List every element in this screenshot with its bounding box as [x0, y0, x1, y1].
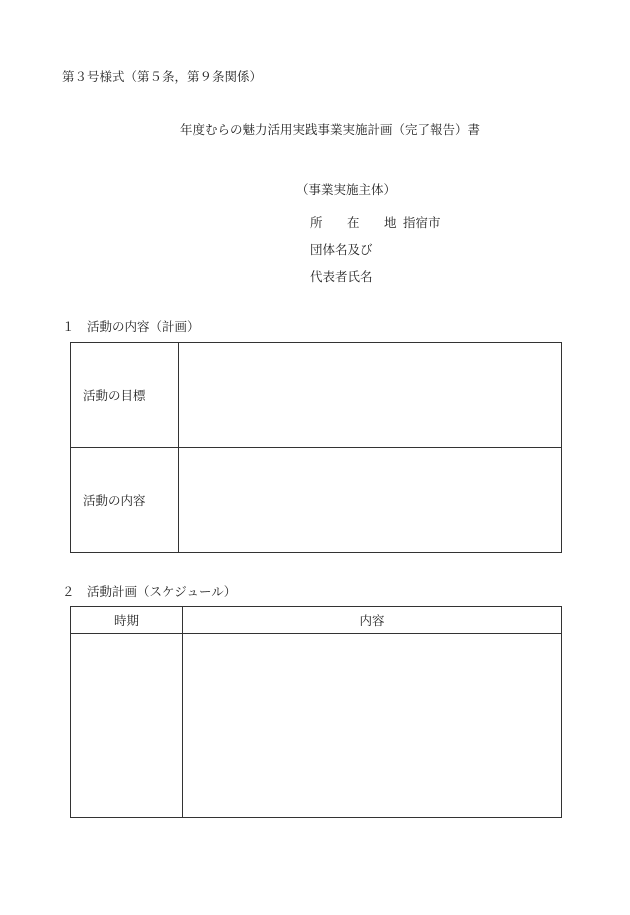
table-row: [71, 448, 562, 553]
org-name-label: 団体名及び: [310, 242, 373, 257]
activity-goal-label: 活動の目標: [71, 343, 179, 448]
address-label-char: 在: [347, 215, 360, 230]
form-number: 第３号様式（第５条，第９条関係）: [62, 69, 263, 84]
schedule-period-field[interactable]: [71, 634, 183, 818]
activity-content-label: 活動の内容: [71, 448, 179, 553]
address-value: 指宿市: [403, 215, 441, 230]
column-header-period: 時期: [71, 607, 183, 634]
activity-content-table: [70, 342, 562, 553]
table-row: [71, 634, 562, 818]
table-row: [71, 343, 562, 448]
address-label-char: 地: [384, 215, 397, 230]
schedule-table: [70, 606, 562, 818]
column-header-content: 内容: [183, 607, 562, 634]
section2-heading: ２ 活動計画（スケジュール）: [62, 584, 237, 599]
activity-goal-field[interactable]: [179, 343, 562, 448]
entity-heading: （事業実施主体）: [296, 182, 397, 197]
representative-label: 代表者氏名: [310, 269, 373, 284]
table-header-row: [71, 607, 562, 634]
section1-heading: １ 活動の内容（計画）: [62, 319, 200, 334]
document-title: 年度むらの魅力活用実践事業実施計画（完了報告）書: [179, 122, 480, 137]
schedule-content-field[interactable]: [183, 634, 562, 818]
activity-content-field[interactable]: [179, 448, 562, 553]
address-label-char: 所: [310, 215, 323, 230]
